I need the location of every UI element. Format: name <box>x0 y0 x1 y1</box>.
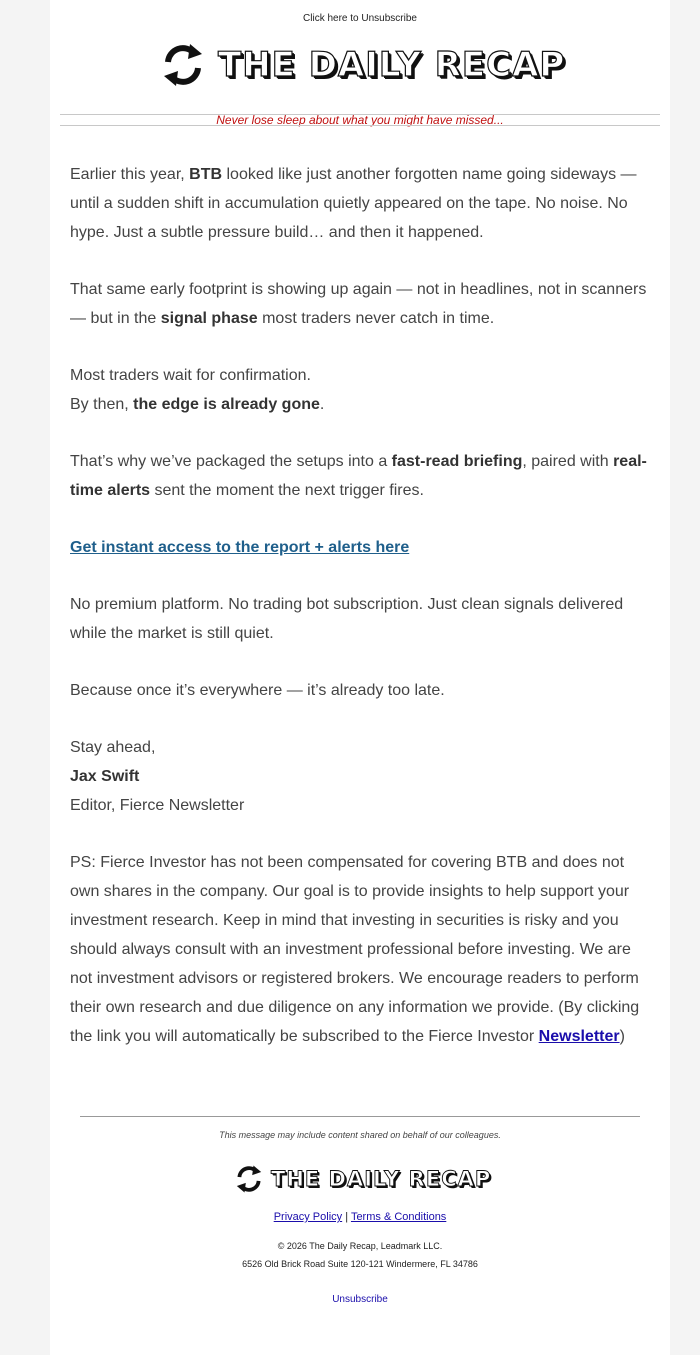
header-rule-bottom <box>60 125 660 126</box>
cta-paragraph <box>70 533 652 562</box>
unsubscribe-footer-link[interactable]: Unsubscribe <box>332 1294 388 1305</box>
signature-block <box>70 733 652 820</box>
tagline: Never lose sleep about what you might have missed... <box>216 113 504 127</box>
ticker-symbol: BTB <box>189 166 223 183</box>
terms-link[interactable]: Terms & Conditions <box>350 1211 447 1223</box>
address: 6526 Old Brick Road Suite 120-121 Windermere, FL 34786 <box>242 1259 478 1269</box>
paragraph-confirmation: Most traders wait for confirmation. By then, the edge is already gone. <box>70 367 325 413</box>
author-title: Editor, Fierce Newsletter <box>70 797 245 814</box>
copyright: © 2026 The Daily Recap, Leadmark LLC. <box>277 1241 443 1251</box>
paragraph-briefing: That’s why we’ve packaged the setups into a fast-read briefing, paired with real-time alerts sent the moment the next trigger fires. <box>70 453 647 499</box>
footer-logo-text: THE DAILY RECAP <box>271 1167 492 1191</box>
link-separator: | <box>345 1211 349 1223</box>
footer-rule <box>80 1116 640 1117</box>
email-container <box>50 0 670 1355</box>
footer-logo <box>233 1163 491 1195</box>
paragraph-too-late: Because once it’s everywhere — it’s already too late. <box>70 682 445 699</box>
email-body <box>70 160 652 1079</box>
refresh-arrows-icon <box>158 40 208 90</box>
paragraph-intro: Earlier this year, BTB looked like just another forgotten name going sideways — until a sudden shift in accumulation quietly appeared on the tape. No noise. No hype. Just a subtle pressure build… and then it happened. <box>70 166 637 241</box>
footer-note: This message may include content shared on behalf of our colleagues. <box>219 1130 501 1140</box>
unsubscribe-top-link[interactable]: Click here to Unsubscribe <box>303 13 417 24</box>
header-logo <box>158 40 565 90</box>
footer-links <box>50 1211 670 1223</box>
signoff: Stay ahead, <box>70 739 156 756</box>
paragraph-platform: No premium platform. No trading bot subscription. Just clean signals delivered while the market is still quiet. <box>70 596 624 642</box>
ps-disclaimer: PS: Fierce Investor has not been compensated for covering BTB and does not own shares in the company. Our goal is to provide insights to help support your investment research. Keep in mind that investing in securities is risky and you should always consult with an investment professional before investing. We are not investment advisors or registered brokers. We encourage readers to perform their own research and due diligence on any information we provide. (By clicking the link you will automatically be subscribed to the Fierce Investor Newsletter) <box>70 854 640 1045</box>
refresh-arrows-icon <box>233 1163 265 1195</box>
paragraph-footprint: That same early footprint is showing up again — not in headlines, not in scanners — but in the signal phase most traders never catch in time. <box>70 281 647 327</box>
cta-link[interactable]: Get instant access to the report + alerts here <box>70 539 410 556</box>
author-name: Jax Swift <box>70 768 140 785</box>
newsletter-link[interactable]: Newsletter <box>538 1028 620 1045</box>
privacy-policy-link[interactable]: Privacy Policy <box>273 1211 343 1223</box>
logo-text: THE DAILY RECAP <box>218 45 566 85</box>
